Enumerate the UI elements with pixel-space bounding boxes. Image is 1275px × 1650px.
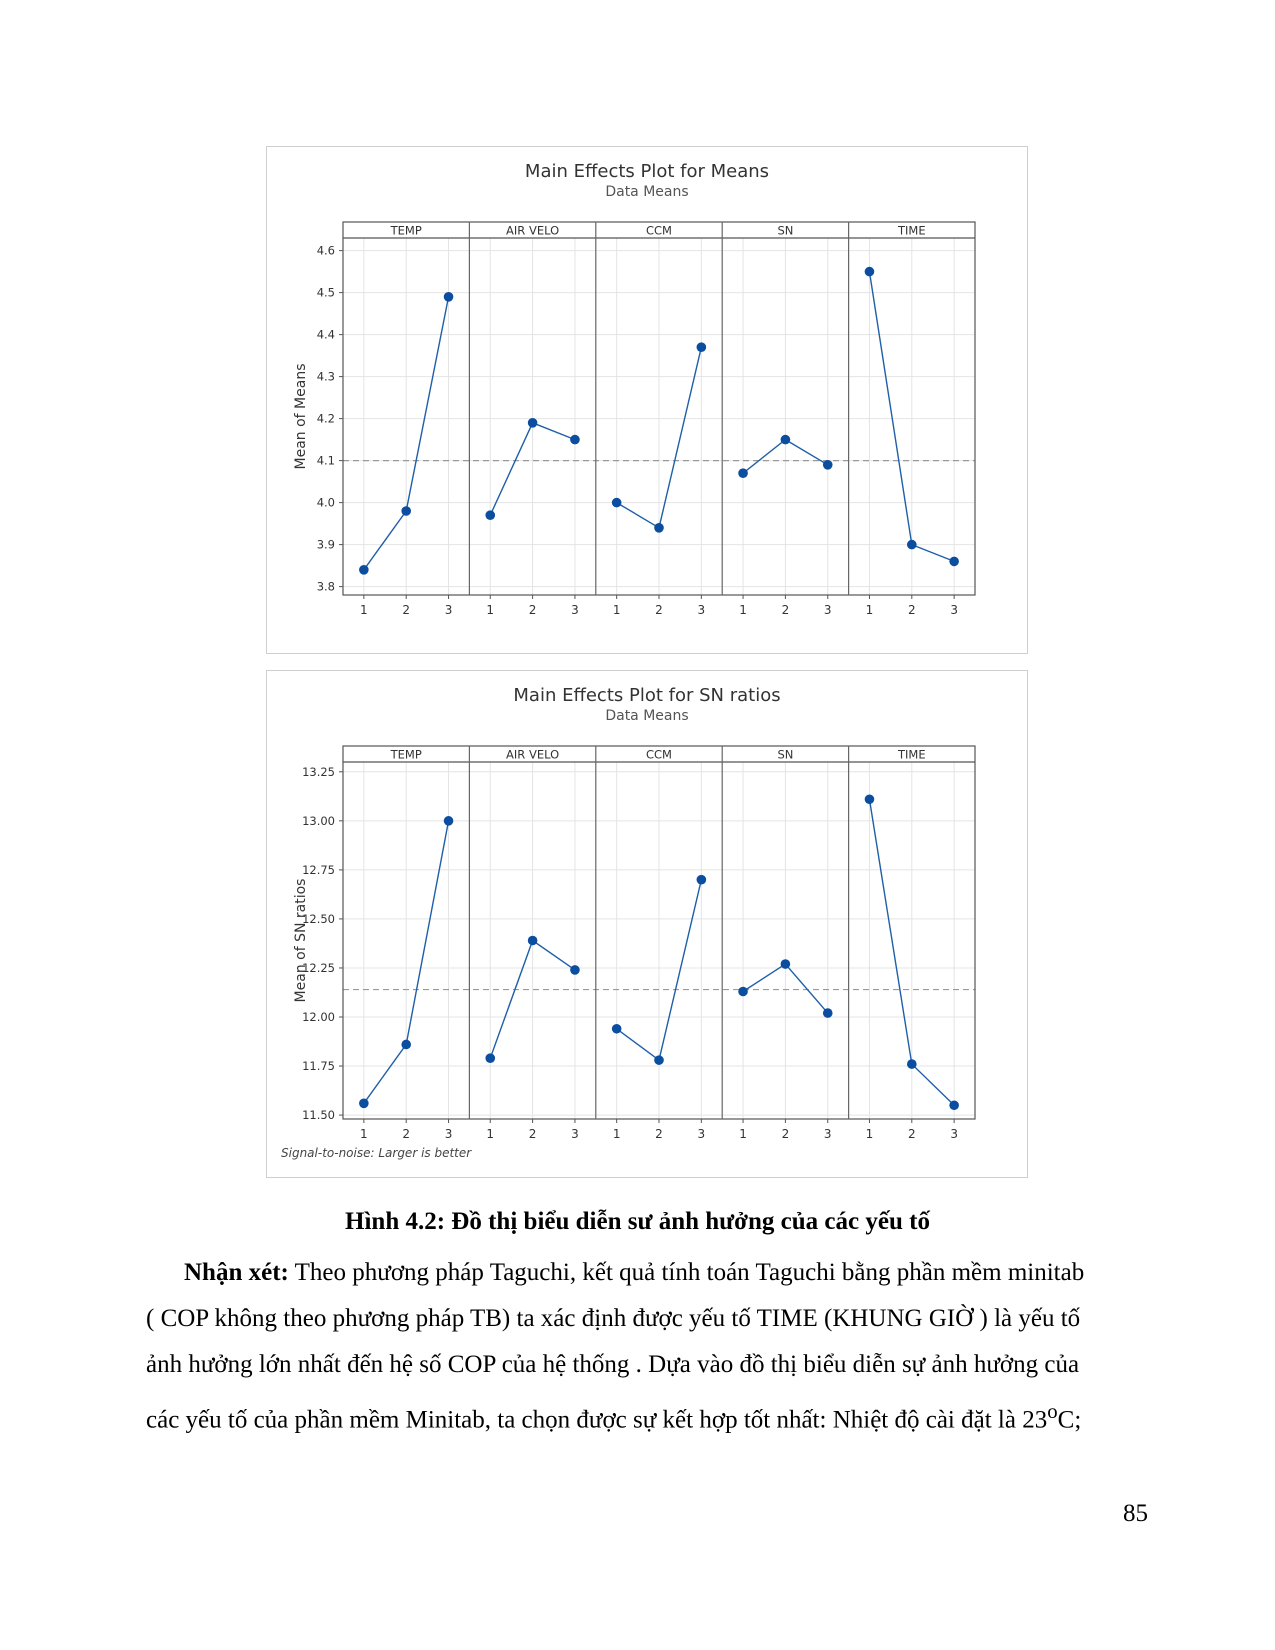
paragraph-line-3: ảnh hưởng lớn nhất đến hệ số COP của hệ thống . Dựa vào đồ thị biểu diễn sự ảnh hưởng của — [146, 1351, 1080, 1378]
sn-data-point — [485, 1053, 495, 1063]
sn-panel-header-time: TIME — [897, 747, 926, 762]
sn-data-point — [401, 1040, 411, 1050]
sn-data-point — [359, 1099, 369, 1109]
means-x-tick-label: 2 — [655, 603, 663, 617]
means-chart-subtitle: Data Means — [605, 184, 689, 200]
sn-x-tick-label: 3 — [950, 1127, 958, 1141]
means-x-tick-label: 1 — [360, 603, 368, 617]
sn-panel-header-sn: SN — [777, 747, 794, 762]
main-effects-sn-chart — [266, 670, 1028, 1178]
sn-x-tick-label: 3 — [444, 1127, 453, 1141]
sn-data-point — [528, 936, 538, 946]
paragraph-line-1 — [146, 1250, 1146, 1296]
means-data-point — [781, 435, 791, 445]
means-data-point — [528, 418, 538, 428]
degree-sup: o — [1047, 1399, 1058, 1423]
means-chart-title: Main Effects Plot for Means — [524, 161, 770, 182]
page-number: 85 — [1123, 1500, 1148, 1527]
sn-panel-header-ccm: CCM — [646, 747, 672, 762]
comment-label: Nhận xét: — [184, 1259, 289, 1286]
means-panel-header-sn: SN — [777, 223, 794, 238]
sn-x-tick-label: 2 — [655, 1127, 663, 1141]
means-panel-header-ccm: CCM — [646, 223, 672, 238]
sn-x-tick-label: 2 — [402, 1127, 411, 1141]
sn-panel-header-air-velo: AIR VELO — [506, 747, 560, 762]
means-y-tick-label: 4.6 — [316, 243, 335, 258]
means-chart-svg — [267, 147, 1027, 653]
means-y-axis-label: Mean of Means — [293, 363, 309, 470]
sn-chart-subtitle: Data Means — [605, 708, 689, 724]
means-y-tick-label: 4.3 — [316, 369, 335, 384]
sn-data-point — [612, 1024, 622, 1034]
means-x-tick-label: 1 — [486, 603, 495, 617]
sn-data-point — [949, 1100, 959, 1110]
sn-data-point — [823, 1008, 833, 1018]
sn-x-tick-label: 1 — [865, 1127, 874, 1141]
sn-data-point — [654, 1055, 664, 1065]
means-panel-header-air-velo: AIR VELO — [506, 223, 560, 238]
sn-y-tick-label: 13.25 — [302, 764, 335, 779]
sn-panel-header-temp: TEMP — [390, 747, 422, 762]
means-panel-header-temp: TEMP — [390, 223, 422, 238]
means-data-point — [401, 506, 411, 516]
sn-x-tick-label: 3 — [697, 1127, 706, 1141]
means-data-point — [865, 267, 875, 277]
means-data-point — [444, 292, 454, 302]
figure-caption: Hình 4.2: Đồ thị biểu diễn sư ảnh hưởng của các yếu tố — [345, 1208, 930, 1235]
means-x-tick-label: 3 — [444, 603, 453, 617]
sn-data-point — [738, 987, 748, 997]
sn-x-tick-label: 1 — [360, 1127, 368, 1141]
means-x-tick-label: 2 — [781, 603, 790, 617]
means-data-point — [570, 435, 580, 445]
means-y-tick-label: 4.4 — [316, 327, 335, 342]
sn-data-point — [865, 794, 875, 804]
means-data-point — [654, 523, 664, 533]
means-y-tick-label: 4.2 — [316, 411, 335, 426]
sn-y-tick-label: 11.75 — [302, 1059, 335, 1074]
means-x-tick-label: 3 — [697, 603, 706, 617]
means-x-tick-label: 2 — [402, 603, 411, 617]
means-x-tick-label: 1 — [739, 603, 747, 617]
sn-chart-svg — [267, 671, 1027, 1177]
sn-x-tick-label: 1 — [486, 1127, 495, 1141]
paragraph-line-2: ( COP không theo phương pháp TB) ta xác định được yếu tố TIME (KHUNG GIỜ ) là yếu tố — [146, 1305, 1081, 1332]
means-data-point — [949, 557, 959, 567]
means-x-tick-label: 1 — [865, 603, 874, 617]
paragraph-line-4-text: các yếu tố của phần mềm Minitab, ta chọn được sự kết hợp tốt nhất: Nhiệt độ cài đặt là 23 — [146, 1406, 1048, 1434]
means-x-tick-label: 3 — [823, 603, 832, 617]
sn-y-tick-label: 13.00 — [302, 813, 335, 828]
sn-x-tick-label: 2 — [528, 1127, 537, 1141]
sn-chart-title: Main Effects Plot for SN ratios — [513, 685, 781, 706]
paragraph-line-4 — [146, 1388, 1146, 1443]
paragraph-line-4-end: C; — [1057, 1406, 1082, 1434]
sn-y-tick-label: 12.50 — [302, 911, 335, 926]
means-x-tick-label: 2 — [907, 603, 916, 617]
means-data-point — [485, 510, 495, 520]
means-data-point — [612, 498, 622, 508]
sn-x-tick-label: 3 — [823, 1127, 832, 1141]
sn-y-tick-label: 12.00 — [302, 1010, 335, 1024]
means-y-tick-label: 4.1 — [316, 453, 335, 468]
means-data-point — [359, 565, 369, 575]
means-data-point — [697, 342, 707, 352]
means-data-point — [823, 460, 833, 470]
sn-x-tick-label: 1 — [739, 1127, 747, 1141]
means-y-tick-label: 3.9 — [316, 537, 335, 552]
means-x-tick-label: 2 — [528, 603, 537, 617]
sn-y-tick-label: 11.50 — [302, 1108, 335, 1123]
sn-data-point — [444, 816, 454, 826]
sn-x-tick-label: 2 — [907, 1127, 916, 1141]
sn-y-tick-label: 12.75 — [302, 862, 335, 877]
comment-paragraph — [146, 1250, 1146, 1443]
means-x-tick-label: 1 — [612, 603, 621, 617]
sn-y-axis-label: Mean of SN ratios — [293, 878, 309, 1003]
means-panel-header-time: TIME — [897, 223, 926, 238]
means-data-point — [907, 540, 917, 550]
means-data-point — [738, 468, 748, 478]
sn-footnote: Signal-to-noise: Larger is better — [281, 1146, 472, 1160]
sn-x-tick-label: 2 — [781, 1127, 790, 1141]
paragraph-line-1-text: Theo phương pháp Taguchi, kết quả tính toán Taguchi bằng phần mềm minitab — [288, 1259, 1085, 1286]
sn-data-point — [697, 875, 707, 885]
sn-y-tick-label: 12.25 — [302, 960, 335, 975]
sn-x-tick-label: 3 — [571, 1127, 579, 1141]
means-y-tick-label: 3.8 — [316, 579, 335, 594]
main-effects-means-chart — [266, 146, 1028, 654]
means-x-tick-label: 3 — [950, 603, 958, 617]
means-y-tick-label: 4.5 — [316, 285, 335, 300]
sn-data-point — [907, 1059, 917, 1069]
means-x-tick-label: 3 — [571, 603, 579, 617]
sn-x-tick-label: 1 — [612, 1127, 621, 1141]
sn-data-point — [781, 959, 791, 969]
sn-data-point — [570, 965, 580, 975]
means-y-tick-label: 4.0 — [316, 495, 335, 510]
